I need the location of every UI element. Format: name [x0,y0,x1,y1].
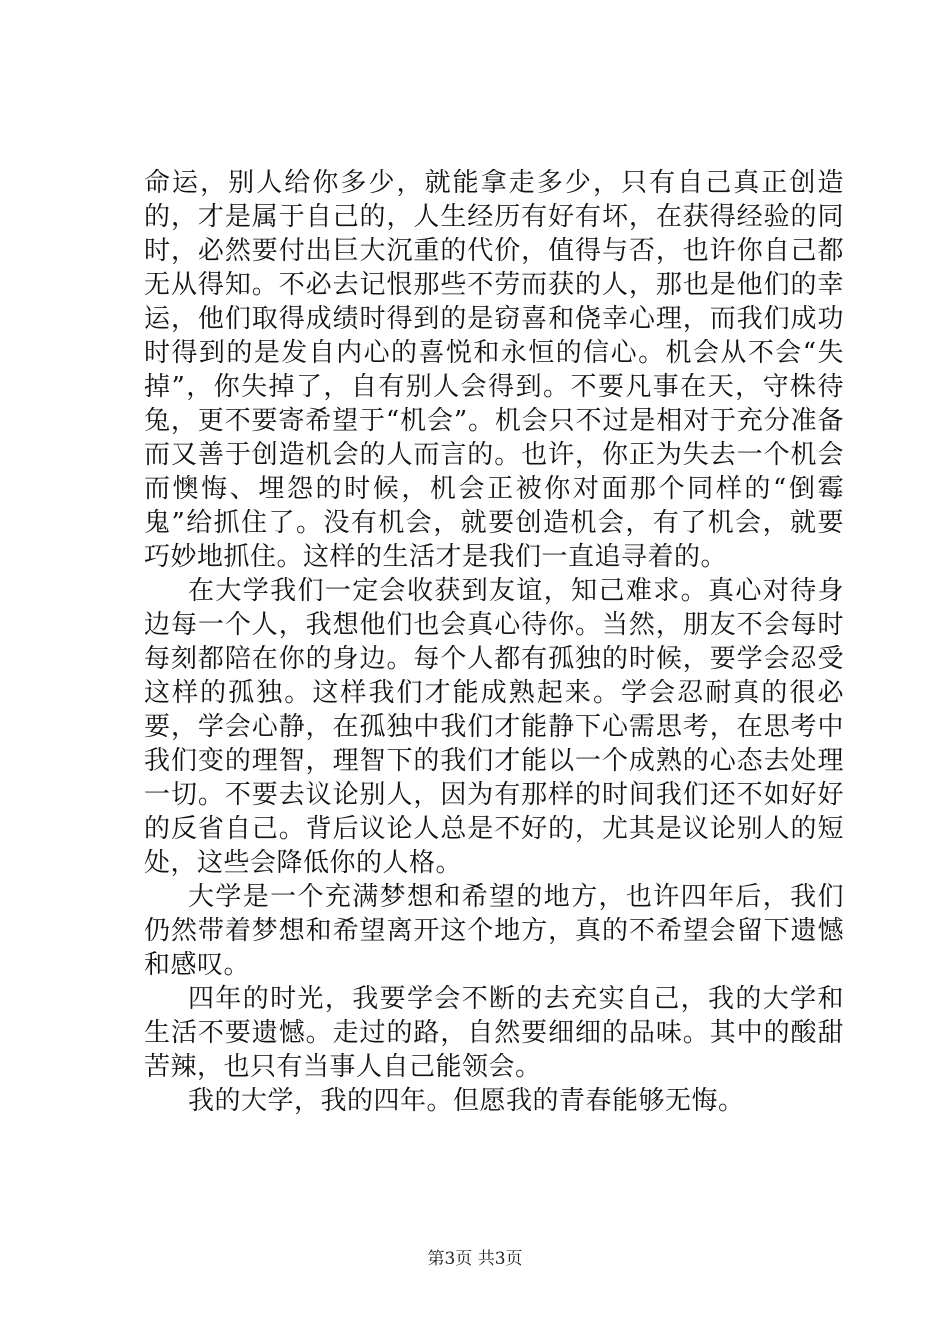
document-body [144,166,844,1118]
paragraph-continuation: 命运，别人给你多少，就能拿走多少，只有自己真正创造的，才是属于自己的，人生经历有好有坏，在获得经验的同时，必然要付出巨大沉重的代价，值得与否，也许你自己都无从得知。不必去记恨那些不劳而获的人，那也是他们的幸运，他们取得成绩时得到的是窃喜和侥幸心理，而我们成功时得到的是发自内心的喜悦和永恒的信心。机会从不会“失掉”，你失掉了，自有别人会得到。不要凡事在天，守株待兔，更不要寄希望于“机会”。机会只不过是相对于充分准备而又善于创造机会的人而言的。也许，你正为失去一个机会而懊悔、埋怨的时候，机会正被你对面那个同样的“倒霉鬼”给抓住了。没有机会，就要创造机会，有了机会，就要巧妙地抓住。这样的生活才是我们一直追寻着的。 [144,168,844,572]
paragraph-four-years: 四年的时光，我要学会不断的去充实自己，我的大学和生活不要遗憾。走过的路，自然要细细的品味。其中的酸甜苦辣，也只有当事人自己能领会。 [144,984,844,1082]
paragraph-closing: 我的大学，我的四年。但愿我的青春能够无悔。 [188,1086,745,1116]
page-number-footer: 第3页 共3页 [427,1249,523,1269]
paragraph-friendship: 在大学我们一定会收获到友谊，知己难求。真心对待身边每一个人，我想他们也会真心待你。当然，朋友不会每时每刻都陪在你的身边。每个人都有孤独的时候，要学会忍受这样的孤独。这样我们才能成熟起来。学会忍耐真的很必要，学会心静，在孤独中我们才能静下心需思考，在思考中我们变的理智，理智下的我们才能以一个成熟的心态去处理一切。不要去议论别人，因为有那样的时间我们还不如好好的反省自己。背后议论人总是不好的，尤其是议论别人的短处，这些会降低你的人格。 [144,576,844,878]
paragraph-dreams: 大学是一个充满梦想和希望的地方，也许四年后，我们仍然带着梦想和希望离开这个地方，真的不希望会留下遗憾和感叹。 [144,882,844,980]
